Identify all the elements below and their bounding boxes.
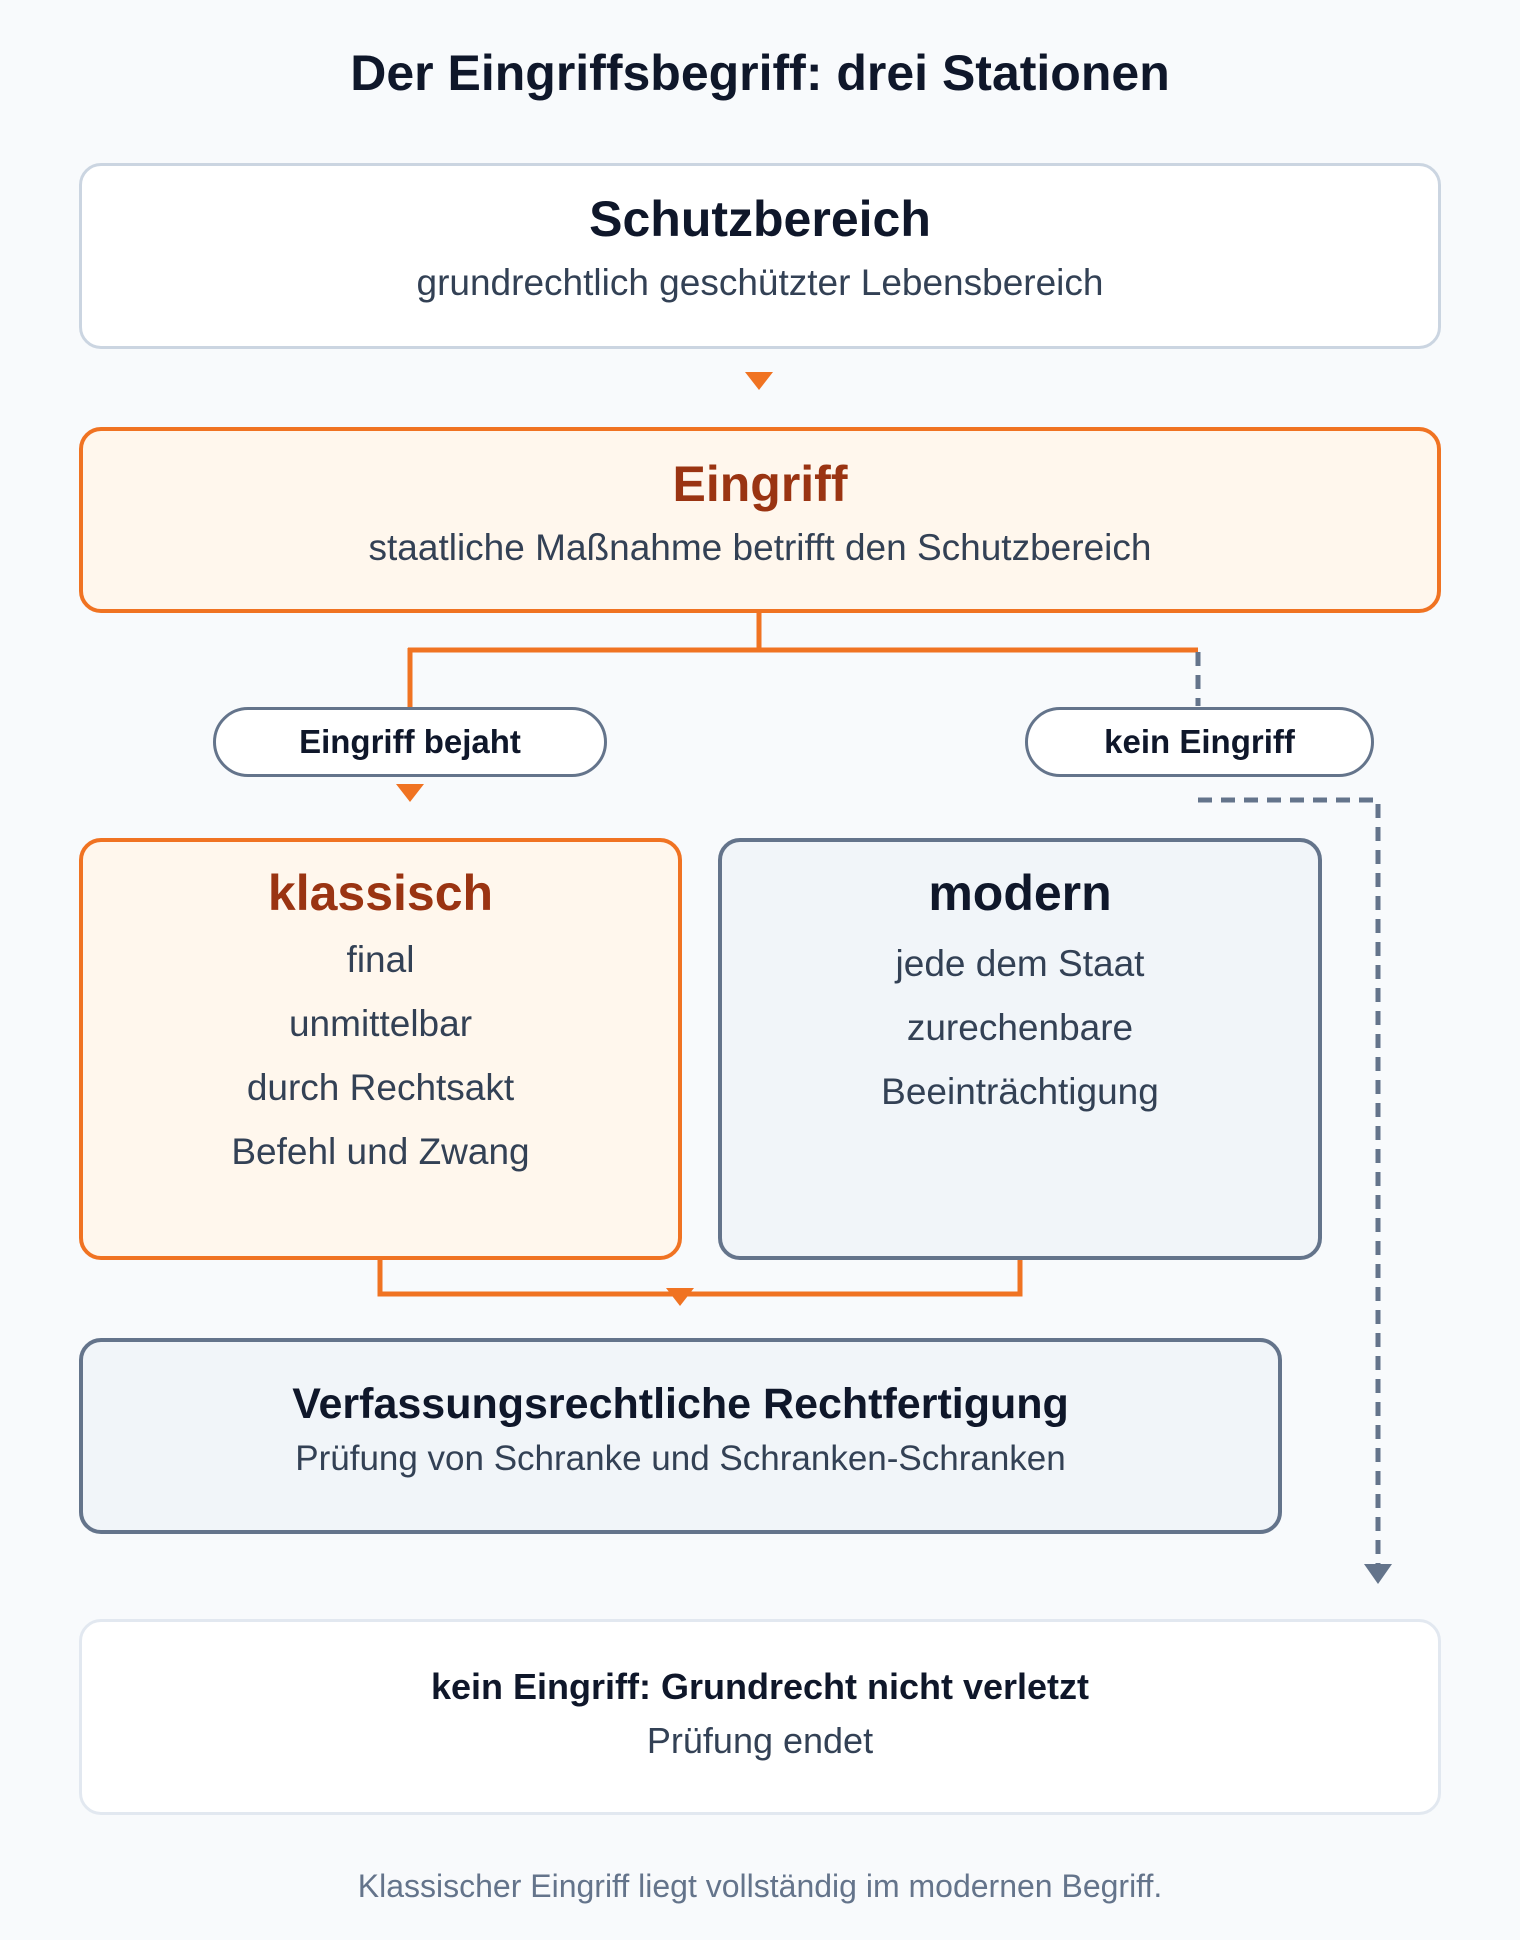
- modern-item: zurechenbare: [906, 1007, 1134, 1048]
- kein-eingriff-result-heading: kein Eingriff: Grundrecht nicht verletzt: [430, 1666, 1090, 1707]
- eingriff-bejaht-pill: Eingriff bejaht: [213, 707, 607, 777]
- arrow-to-eingriff: [745, 372, 773, 390]
- arrow-to-klassisch: [396, 784, 424, 802]
- kein-eingriff-result-text: Prüfung endet: [646, 1720, 874, 1761]
- schutzbereich-heading: Schutzbereich: [589, 191, 931, 247]
- eingriff-box: [79, 427, 1441, 613]
- rechtfertigung-box: [79, 1338, 1282, 1534]
- klassisch-item: Befehl und Zwang: [231, 1131, 530, 1172]
- kein-eingriff-result-box: [79, 1619, 1441, 1815]
- rechtfertigung-heading: Verfassungsrechtliche Rechtfertigung: [292, 1380, 1069, 1428]
- klassisch-box: [79, 838, 682, 1260]
- kein-eingriff-pill: kein Eingriff: [1025, 707, 1374, 777]
- modern-item: jede dem Staat: [895, 943, 1145, 984]
- page-title: Der Eingriffsbegriff: drei Stationen: [350, 45, 1170, 101]
- klassisch-heading: klassisch: [267, 865, 494, 921]
- footnote: Klassischer Eingriff liegt vollständig im modernen Begriff.: [357, 1868, 1163, 1904]
- connector-bracket: [380, 1258, 1020, 1294]
- klassisch-item: durch Rechtsakt: [246, 1067, 515, 1108]
- eingriff-text: staatliche Maßnahme betrifft den Schutzbereich: [368, 527, 1152, 568]
- klassisch-item: unmittelbar: [288, 1003, 473, 1044]
- eingriff-heading: Eingriff: [672, 456, 848, 512]
- klassisch-item: final: [346, 939, 415, 980]
- schutzbereich-text: grundrechtlich geschützter Lebensbereich: [416, 262, 1104, 303]
- rechtfertigung-text: Prüfung von Schranke und Schranken-Schranken: [295, 1439, 1066, 1478]
- arrow-to-rechtfertigung: [666, 1288, 694, 1306]
- arrow-to-result: [1364, 1564, 1392, 1584]
- modern-item: Beeinträchtigung: [881, 1071, 1159, 1112]
- schutzbereich-box: [79, 163, 1441, 349]
- modern-box: [718, 838, 1322, 1260]
- modern-heading: modern: [928, 865, 1112, 921]
